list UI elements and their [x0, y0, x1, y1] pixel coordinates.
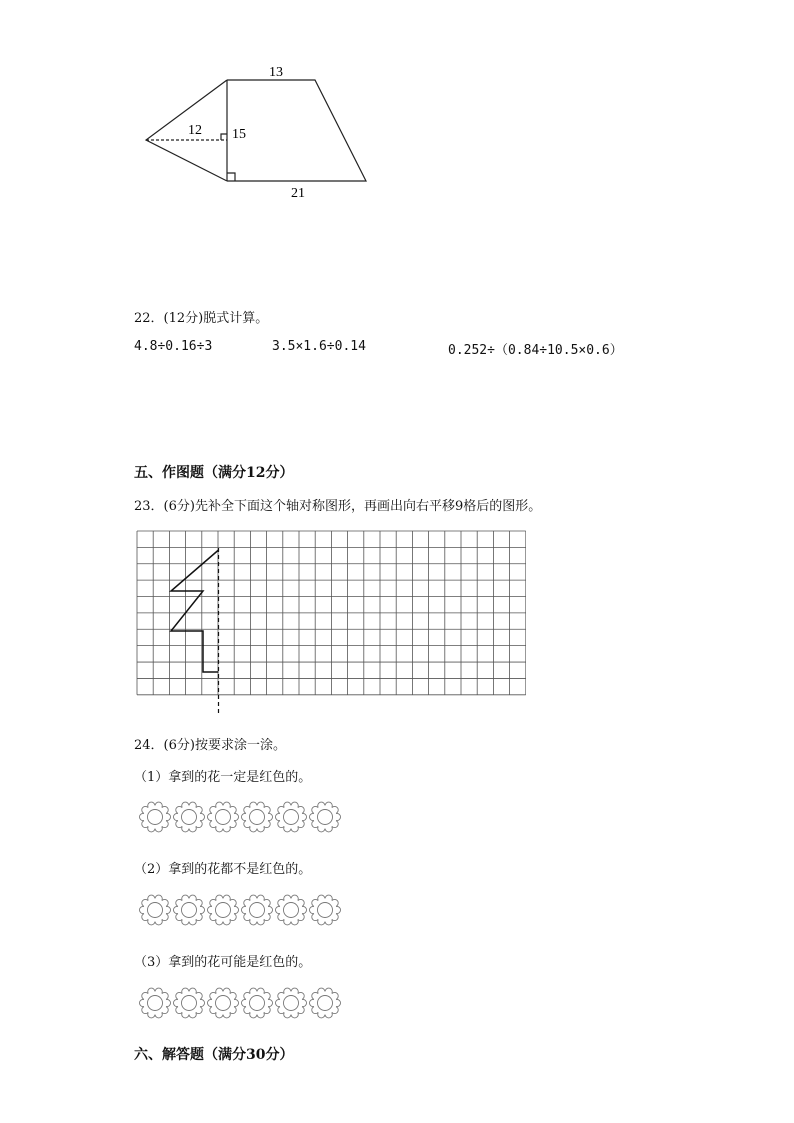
section6-title: 六、解答题（满分30分） [134, 1047, 294, 1063]
q22-expr-2: 3.5×1.6÷0.14 [272, 339, 366, 354]
flower-icon[interactable] [308, 800, 342, 834]
q24-part3-label: （3）拿到的花可能是红色的。 [134, 955, 312, 970]
q22-expr-3: 0.252÷（0.84÷10.5×0.6） [448, 343, 623, 358]
drawing-grid[interactable] [136, 528, 526, 718]
flower-icon[interactable] [138, 986, 172, 1020]
flower-icon[interactable] [308, 893, 342, 927]
flower-row-2 [138, 893, 358, 929]
label-height: 15 [232, 127, 246, 142]
q22-expr-1: 4.8÷0.16÷3 [134, 339, 213, 354]
q24-part1-label: （1）拿到的花一定是红色的。 [134, 770, 312, 785]
flower-icon[interactable] [274, 800, 308, 834]
right-angle-mark-bottom [227, 173, 235, 181]
flower-row-3 [138, 986, 358, 1022]
flower-icon[interactable] [206, 893, 240, 927]
flower-icon[interactable] [206, 986, 240, 1020]
flower-icon[interactable] [206, 800, 240, 834]
trapezoid-outline [227, 80, 366, 181]
label-triangle-height: 12 [188, 123, 202, 138]
q22-title: 22．(12分)脱式计算。 [134, 311, 269, 326]
half-shape [171, 550, 219, 672]
label-bottom: 21 [291, 186, 305, 201]
flower-icon[interactable] [138, 893, 172, 927]
q24-title: 24．(6分)按要求涂一涂。 [134, 738, 286, 753]
flower-icon[interactable] [138, 800, 172, 834]
q24-part2-label: （2）拿到的花都不是红色的。 [134, 862, 312, 877]
right-angle-mark-top [221, 134, 227, 140]
label-top: 13 [269, 65, 283, 80]
composite-figure [130, 60, 390, 210]
flower-icon[interactable] [308, 986, 342, 1020]
flower-icon[interactable] [172, 800, 206, 834]
flower-icon[interactable] [172, 893, 206, 927]
flower-row-1 [138, 800, 358, 836]
triangle-sides [146, 80, 227, 181]
section5-title: 五、作图题（满分12分） [134, 465, 294, 481]
flower-icon[interactable] [172, 986, 206, 1020]
flower-icon[interactable] [240, 893, 274, 927]
q23-title: 23．(6分)先补全下面这个轴对称图形，再画出向右平移9格后的图形。 [134, 499, 542, 514]
flower-icon[interactable] [240, 986, 274, 1020]
flower-icon[interactable] [240, 800, 274, 834]
flower-icon[interactable] [274, 893, 308, 927]
flower-icon[interactable] [274, 986, 308, 1020]
